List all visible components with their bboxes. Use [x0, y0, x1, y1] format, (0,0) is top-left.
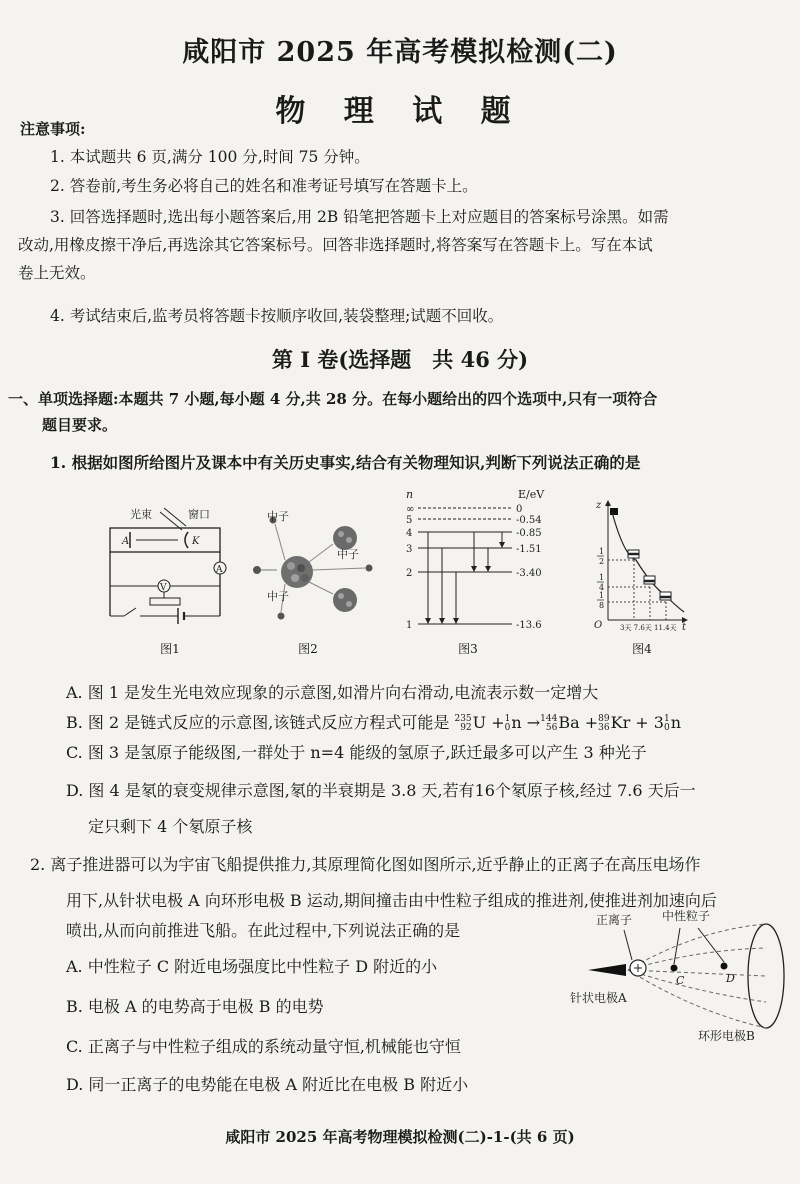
fig4-y-eighth-num: 1: [599, 591, 605, 600]
fig1-label-window: 窗口: [188, 508, 210, 521]
q1-b-kr-z: 36: [598, 722, 610, 733]
fig3-n-inf: ∞: [406, 504, 415, 515]
q1-option-a: A. 图 1 是发生光电效应现象的示意图,如滑片向右滑动,电流表示数一定增大: [66, 683, 599, 702]
fig1-ammeter: A: [216, 565, 223, 575]
fig4-t-label: t: [682, 622, 687, 632]
fig3-n-5: 5: [406, 515, 413, 526]
q1-b-u-mass: 235: [454, 713, 472, 724]
q1-b-kr-mass: 89: [598, 713, 610, 724]
notice-item-1: 1. 本试题共 6 页,满分 100 分,时间 75 分钟。: [50, 148, 370, 166]
figure-2-chain-reaction: [245, 508, 375, 628]
fig3-n-3: 3: [406, 544, 413, 555]
fig4-y-quarter-den: 4: [599, 583, 605, 592]
fig1-label-beam: 光束: [130, 508, 152, 521]
q2-stem-line3: 喷出,从而向前推进飞船。在此过程中,下列说法正确的是: [66, 921, 461, 940]
fig2-caption: 图2: [298, 642, 318, 656]
fig1-caption: 图1: [160, 642, 180, 656]
q1-option-c: C. 图 3 是氢原子能级图,一群处于 n=4 能级的氢原子,跃迁最多可以产生 3 种光子: [66, 743, 647, 762]
fig3-e-label: E/eV: [518, 488, 545, 501]
ion-label-D: D: [726, 972, 735, 985]
fig1-voltmeter: V: [160, 583, 167, 593]
q2-option-b: B. 电极 A 的电势高于电极 B 的电势: [66, 997, 324, 1016]
fig2-neutron-2: 中子: [337, 548, 359, 561]
notice-item-3a: 3. 回答选择题时,选出每小题答案后,用 2B 铅笔把答题卡上对应题目的答案标号涂黑。如需: [50, 208, 669, 226]
q1-option-d-line2: 定只剩下 4 个氡原子核: [88, 817, 253, 836]
figure-3-energy-levels: [400, 488, 560, 636]
q2-stem-line2: 用下,从针状电极 A 向环形电极 B 运动,期间撞击由中性粒子组成的推进剂,使推进剂加速向后: [66, 891, 717, 910]
q1-b-n2-mass: 1: [663, 713, 670, 724]
notice-item-2: 2. 答卷前,考生务必将自己的姓名和准考证号填写在答题卡上。: [50, 177, 478, 195]
fig4-y-half-num: 1: [599, 547, 605, 556]
section-title: 第 I 卷(选择题 共 46 分): [271, 347, 529, 372]
q1-option-d-line1: D. 图 4 是氡的衰变规律示意图,氡的半衰期是 3.8 天,若有16个氡原子核,经过 7.6 天后一: [66, 781, 696, 800]
fig3-e-1: -13.6: [516, 620, 542, 631]
fig3-e-4: -0.85: [516, 528, 542, 539]
q1-b-ba-z: 56: [545, 722, 558, 733]
figure-4-decay-curve: [590, 496, 690, 632]
fig2-neutron-1: 中子: [267, 510, 289, 523]
q1-b-n2-z: 0: [663, 722, 670, 733]
q2-option-a: A. 中性粒子 C 附近电场强度比中性粒子 D 附近的小: [66, 957, 438, 976]
q1-b-ba-mass: 144: [540, 713, 558, 724]
fig3-n-2: 2: [406, 568, 413, 579]
section-intro-line1: 一、单项选择题:本题共 7 小题,每小题 4 分,共 28 分。在每小题给出的四个选项中,只有一项符合: [8, 390, 658, 408]
ion-label-neutral: 中性粒子: [662, 909, 711, 923]
q1-b-u-z: 92: [460, 722, 472, 733]
notice-item-4: 4. 考试结束后,监考员将答题卡按顺序收回,装袋整理;试题不回收。: [50, 307, 504, 325]
fig3-e-5: -0.54: [516, 515, 542, 526]
exam-title: 咸阳市 2025 年高考模拟检测(二): [182, 37, 618, 68]
fig3-n-label: n: [406, 488, 414, 501]
section-intro-line2: 题目要求。: [42, 416, 118, 434]
fig4-y-half-den: 2: [599, 557, 605, 566]
fig1-label-K: K: [192, 536, 200, 547]
q1-b-n-z: 0: [504, 722, 511, 733]
q1-option-b: B. 图 2 是链式反应的示意图,该链式反应方程式可能是 235 92U +1 0n →144 56Ba +89 36Kr + 31 0n: [66, 713, 682, 733]
fig3-caption: 图3: [458, 642, 478, 656]
ion-label-positive: 正离子: [596, 913, 633, 927]
fig3-e-inf: 0: [516, 504, 523, 515]
fig3-n-1: 1: [406, 620, 413, 631]
figure-ion-thruster: [566, 900, 796, 1050]
fig3-e-3: -1.51: [516, 544, 542, 555]
fig3-e-2: -3.40: [516, 568, 542, 579]
ion-label-C: C: [676, 974, 685, 987]
q1-b-n-mass: 1: [504, 713, 511, 724]
fig4-caption: 图4: [632, 642, 652, 656]
fig4-x-ticks: 3天 7.6天 11.4天: [620, 624, 677, 632]
fig4-origin: O: [594, 620, 603, 631]
ion-label-needle: 针状电极A: [570, 991, 627, 1005]
q2-option-c: C. 正离子与中性粒子组成的系统动量守恒,机械能也守恒: [66, 1037, 461, 1056]
notice-item-3c: 卷上无效。: [18, 264, 96, 282]
subject-title: 物 理 试 题: [275, 94, 525, 129]
ion-label-ring: 环形电极B: [698, 1029, 755, 1043]
fig1-label-A: A: [122, 536, 130, 547]
notice-item-3b: 改动,用橡皮擦干净后,再选涂其它答案标号。回答非选择题时,将答案写在答题卡上。写在本试: [18, 236, 653, 254]
page-footer: 咸阳市 2025 年高考物理模拟检测(二)-1-(共 6 页): [225, 1128, 575, 1146]
q2-stem-line1: 2. 离子推进器可以为宇宙飞船提供推力,其原理简化图如图所示,近乎静止的正离子在高压电场作: [30, 855, 701, 874]
fig2-neutron-3: 中子: [267, 590, 289, 603]
notice-heading: 注意事项:: [20, 120, 86, 138]
q1-stem: 1. 根据如图所给图片及课本中有关历史事实,结合有关物理知识,判断下列说法正确的是: [50, 453, 641, 472]
figure-1-circuit: [100, 500, 240, 630]
fig4-z-label: z: [596, 500, 602, 511]
q2-option-d: D. 同一正离子的电势能在电极 A 附近比在电极 B 附近小: [66, 1075, 469, 1094]
fig4-y-eighth-den: 8: [599, 601, 605, 610]
fig4-y-quarter-num: 1: [599, 573, 605, 582]
q1-option-b-text: B. 图 2 是链式反应的示意图,该链式反应方程式可能是: [66, 713, 455, 732]
fig3-n-4: 4: [406, 528, 413, 539]
